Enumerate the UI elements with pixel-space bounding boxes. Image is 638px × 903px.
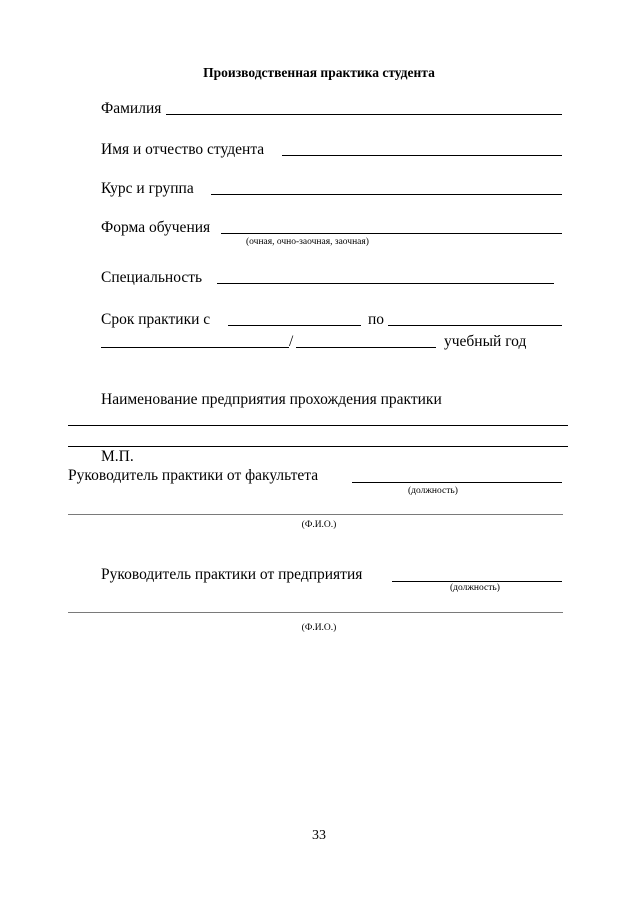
- faculty-supervisor-label: Руководитель практики от факультета: [68, 467, 319, 484]
- academic-year-start-line: [101, 347, 289, 348]
- period-to-line: [388, 325, 562, 326]
- enterprise-name-label: Наименование предприятия прохождения практики: [101, 391, 442, 408]
- study-form-hint: (очная, очно-заочная, заочная): [246, 237, 369, 247]
- period-from-line: [228, 325, 361, 326]
- enterprise-fio-hint: (Ф.И.О.): [301, 623, 337, 633]
- enterprise-name-line-1: [68, 425, 568, 426]
- period-to-label: по: [368, 311, 385, 328]
- stamp-label: М.П.: [101, 448, 134, 465]
- academic-year-end-line: [296, 347, 436, 348]
- academic-year-label: учебный год: [444, 333, 527, 350]
- academic-year-separator: /: [289, 333, 294, 350]
- study-form-label: Форма обучения: [101, 219, 211, 236]
- period-from-label: Срок практики с: [101, 311, 211, 328]
- study-form-line: [221, 233, 562, 234]
- enterprise-name-line-2: [68, 446, 568, 447]
- enterprise-supervisor-position-line: [392, 581, 562, 582]
- enterprise-supervisor-fio-line: [68, 612, 563, 613]
- page-title: Производственная практика студента: [203, 65, 435, 80]
- faculty-position-hint: (должность): [408, 486, 458, 496]
- enterprise-position-hint: (должность): [450, 583, 500, 593]
- name-patronymic-label: Имя и отчество студента: [101, 141, 265, 158]
- specialty-line: [217, 283, 554, 284]
- faculty-fio-hint: (Ф.И.О.): [301, 520, 337, 530]
- faculty-supervisor-position-line: [352, 482, 562, 483]
- specialty-label: Специальность: [101, 269, 203, 286]
- course-group-label: Курс и группа: [101, 180, 194, 197]
- course-group-line: [211, 194, 562, 195]
- name-patronymic-line: [282, 155, 562, 156]
- faculty-supervisor-fio-line: [68, 514, 563, 515]
- surname-label: Фамилия: [101, 100, 162, 117]
- page-number: 33: [312, 828, 326, 843]
- surname-line: [166, 114, 562, 115]
- enterprise-supervisor-label: Руководитель практики от предприятия: [101, 566, 363, 583]
